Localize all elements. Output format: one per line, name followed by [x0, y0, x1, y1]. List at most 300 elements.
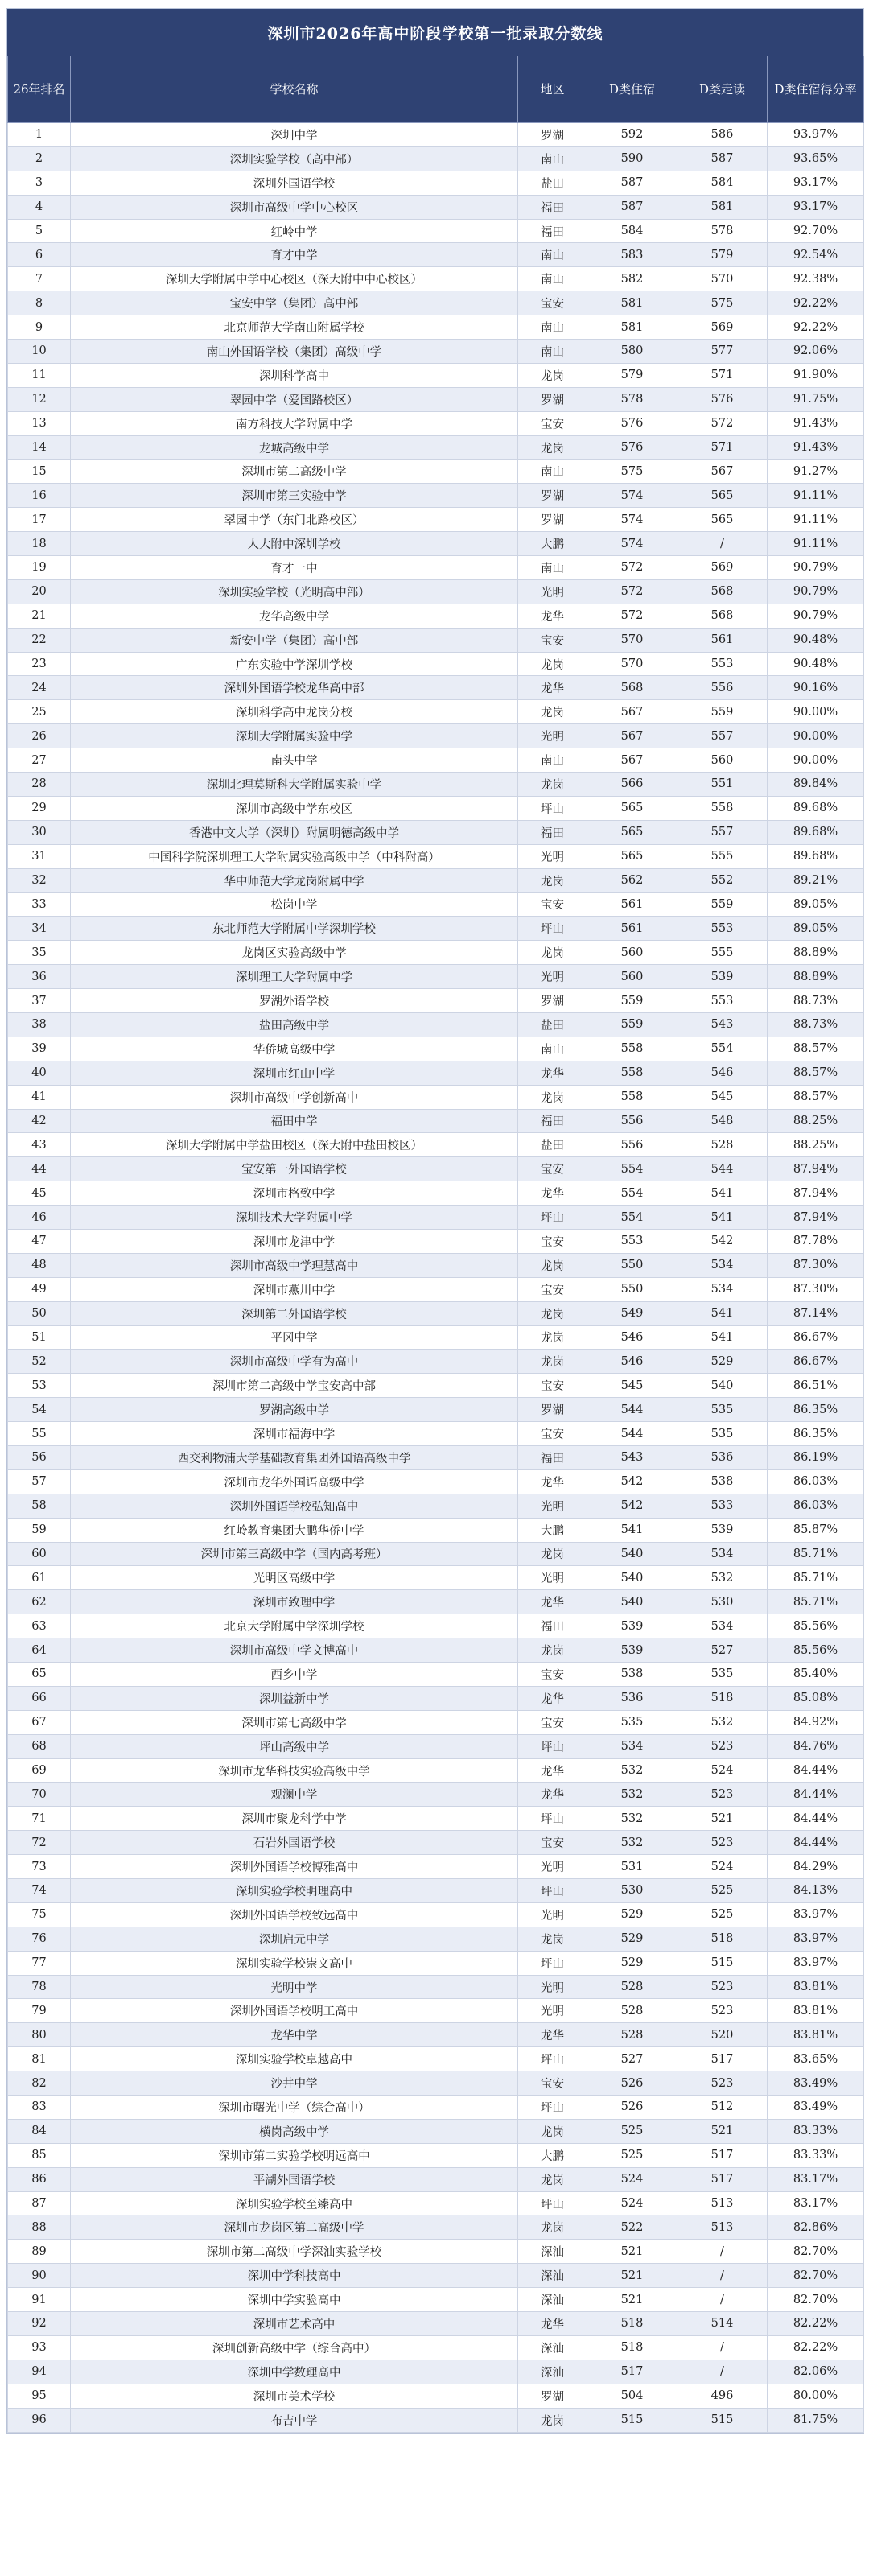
cell-rank: 52 [8, 1350, 71, 1374]
cell-d-day: 525 [677, 1902, 768, 1927]
cell-school-name: 深圳外国语学校博雅高中 [71, 1855, 518, 1879]
cell-district: 南山 [518, 748, 587, 773]
cell-district: 南山 [518, 460, 587, 484]
cell-d-rate: 89.84% [768, 773, 864, 797]
cell-rank: 21 [8, 604, 71, 628]
table-row [8, 1133, 864, 1157]
cell-district: 深汕 [518, 2240, 587, 2264]
cell-d-day: 535 [677, 1422, 768, 1446]
table-row [8, 628, 864, 652]
cell-school-name: 深圳外国语学校弘知高中 [71, 1494, 518, 1518]
cell-d-day: 557 [677, 724, 768, 748]
cell-school-name: 光明区高级中学 [71, 1566, 518, 1590]
cell-d-boarding: 568 [587, 676, 677, 700]
cell-d-day: 534 [677, 1253, 768, 1277]
table-row [8, 243, 864, 267]
table-row [8, 1350, 864, 1374]
cell-rank: 80 [8, 2023, 71, 2047]
cell-d-rate: 83.33% [768, 2143, 864, 2167]
cell-d-boarding: 534 [587, 1734, 677, 1758]
table-row [8, 1807, 864, 1831]
table-row [8, 2167, 864, 2191]
cell-district: 光明 [518, 965, 587, 989]
cell-d-boarding: 525 [587, 2143, 677, 2167]
cell-d-day: 534 [677, 1614, 768, 1638]
cell-school-name: 龙华中学 [71, 2023, 518, 2047]
cell-d-boarding: 528 [587, 1999, 677, 2023]
table-row [8, 2215, 864, 2240]
table-row [8, 1879, 864, 1903]
cell-school-name: 深圳市美术学校 [71, 2384, 518, 2408]
cell-district: 龙岗 [518, 1542, 587, 1566]
table-row [8, 1085, 864, 1109]
cell-d-rate: 80.00% [768, 2384, 864, 2408]
table-row [8, 291, 864, 315]
cell-school-name: 南方科技大学附属中学 [71, 411, 518, 435]
table-row [8, 2047, 864, 2071]
cell-district: 坪山 [518, 796, 587, 820]
table-row [8, 2023, 864, 2047]
cell-d-day: 514 [677, 2312, 768, 2336]
cell-d-day: 535 [677, 1663, 768, 1687]
cell-d-day: 534 [677, 1542, 768, 1566]
cell-d-boarding: 580 [587, 340, 677, 364]
cell-school-name: 深圳外国语学校明工高中 [71, 1999, 518, 2023]
cell-d-rate: 82.22% [768, 2312, 864, 2336]
cell-d-rate: 88.57% [768, 1037, 864, 1061]
cell-school-name: 深圳市致理中学 [71, 1590, 518, 1614]
table-row [8, 941, 864, 965]
cell-d-day: 523 [677, 2071, 768, 2096]
cell-school-name: 深圳市第三高级中学（国内高考班） [71, 1542, 518, 1566]
cell-d-day: 575 [677, 291, 768, 315]
cell-school-name: 深圳市高级中学东校区 [71, 796, 518, 820]
cell-d-day: 527 [677, 1638, 768, 1663]
cell-school-name: 平冈中学 [71, 1325, 518, 1350]
cell-d-boarding: 574 [587, 508, 677, 532]
cell-d-rate: 89.21% [768, 868, 864, 892]
cell-d-rate: 83.81% [768, 2023, 864, 2047]
cell-d-rate: 85.56% [768, 1614, 864, 1638]
cell-d-boarding: 587 [587, 171, 677, 195]
cell-d-rate: 87.94% [768, 1206, 864, 1230]
cell-d-day: 518 [677, 1686, 768, 1710]
cell-d-boarding: 526 [587, 2096, 677, 2120]
cell-school-name: 人大附中深圳学校 [71, 532, 518, 556]
cell-d-boarding: 572 [587, 579, 677, 604]
cell-school-name: 红岭教育集团大鹏华侨中学 [71, 1518, 518, 1542]
cell-rank: 34 [8, 917, 71, 941]
table-row [8, 411, 864, 435]
cell-d-boarding: 562 [587, 868, 677, 892]
cell-d-boarding: 560 [587, 941, 677, 965]
cell-d-rate: 92.54% [768, 243, 864, 267]
cell-d-boarding: 532 [587, 1831, 677, 1855]
cell-d-day: 518 [677, 1927, 768, 1951]
cell-d-day: 536 [677, 1445, 768, 1469]
cell-d-boarding: 565 [587, 796, 677, 820]
cell-rank: 12 [8, 387, 71, 411]
table-row [8, 820, 864, 844]
cell-rank: 64 [8, 1638, 71, 1663]
cell-d-day: 560 [677, 748, 768, 773]
cell-d-day: / [677, 2264, 768, 2288]
cell-d-rate: 82.70% [768, 2264, 864, 2288]
cell-d-boarding: 553 [587, 1229, 677, 1253]
cell-d-day: 496 [677, 2384, 768, 2408]
cell-school-name: 香港中文大学（深圳）附属明德高级中学 [71, 820, 518, 844]
cell-district: 深汕 [518, 2264, 587, 2288]
cell-d-boarding: 521 [587, 2288, 677, 2312]
cell-rank: 36 [8, 965, 71, 989]
table-row [8, 2119, 864, 2143]
table-row [8, 796, 864, 820]
cell-rank: 33 [8, 892, 71, 917]
cell-district: 罗湖 [518, 508, 587, 532]
cell-d-rate: 88.89% [768, 941, 864, 965]
cell-district: 坪山 [518, 1951, 587, 1975]
cell-school-name: 深圳外国语学校致远高中 [71, 1902, 518, 1927]
cell-district: 福田 [518, 1445, 587, 1469]
cell-d-day: 541 [677, 1181, 768, 1206]
cell-district: 南山 [518, 243, 587, 267]
cell-d-day: 520 [677, 2023, 768, 2047]
cell-district: 深汕 [518, 2335, 587, 2360]
cell-rank: 49 [8, 1277, 71, 1301]
cell-district: 龙岗 [518, 1085, 587, 1109]
cell-school-name: 中国科学院深圳理工大学附属实验高级中学（中科附高） [71, 844, 518, 868]
cell-d-day: 539 [677, 965, 768, 989]
cell-rank: 63 [8, 1614, 71, 1638]
cell-d-rate: 91.27% [768, 460, 864, 484]
cell-d-day: 586 [677, 123, 768, 147]
cell-d-day: 576 [677, 387, 768, 411]
cell-d-boarding: 521 [587, 2240, 677, 2264]
table-row [8, 267, 864, 291]
cell-d-day: 541 [677, 1206, 768, 1230]
cell-d-boarding: 542 [587, 1469, 677, 1494]
cell-district: 龙岗 [518, 1253, 587, 1277]
cell-d-boarding: 582 [587, 267, 677, 291]
cell-d-day: 523 [677, 1975, 768, 1999]
cell-d-rate: 84.92% [768, 1710, 864, 1734]
cell-school-name: 平湖外国语学校 [71, 2167, 518, 2191]
cell-school-name: 西交利物浦大学基础教育集团外国语高级中学 [71, 1445, 518, 1469]
cell-rank: 91 [8, 2288, 71, 2312]
cell-school-name: 华中师范大学龙岗附属中学 [71, 868, 518, 892]
table-row [8, 1590, 864, 1614]
header-d-rate: D类住宿得分率 [768, 56, 864, 123]
cell-d-boarding: 576 [587, 411, 677, 435]
table-row [8, 1734, 864, 1758]
cell-rank: 54 [8, 1398, 71, 1422]
cell-d-day: 553 [677, 917, 768, 941]
cell-d-rate: 86.35% [768, 1422, 864, 1446]
cell-school-name: 深圳实验学校（高中部） [71, 146, 518, 171]
cell-d-day: 542 [677, 1229, 768, 1253]
cell-d-boarding: 576 [587, 435, 677, 460]
cell-d-rate: 91.75% [768, 387, 864, 411]
cell-d-rate: 90.48% [768, 652, 864, 676]
cell-district: 龙岗 [518, 1325, 587, 1350]
cell-district: 龙岗 [518, 773, 587, 797]
cell-school-name: 深圳北理莫斯科大学附属实验中学 [71, 773, 518, 797]
cell-d-day: 523 [677, 1783, 768, 1807]
cell-d-day: 524 [677, 1855, 768, 1879]
cell-district: 南山 [518, 267, 587, 291]
cell-d-day: 525 [677, 1879, 768, 1903]
cell-school-name: 深圳市福海中学 [71, 1422, 518, 1446]
cell-district: 南山 [518, 556, 587, 580]
cell-district: 罗湖 [518, 387, 587, 411]
cell-school-name: 深圳益新中学 [71, 1686, 518, 1710]
cell-d-rate: 84.44% [768, 1758, 864, 1783]
cell-d-rate: 89.68% [768, 820, 864, 844]
cell-d-day: 513 [677, 2191, 768, 2215]
cell-d-boarding: 574 [587, 532, 677, 556]
table-row [8, 1253, 864, 1277]
cell-district: 龙华 [518, 1061, 587, 1085]
cell-school-name: 东北师范大学附属中学深圳学校 [71, 917, 518, 941]
cell-d-day: / [677, 532, 768, 556]
cell-d-boarding: 560 [587, 965, 677, 989]
cell-d-boarding: 517 [587, 2360, 677, 2384]
table-row [8, 1445, 864, 1469]
cell-d-rate: 90.79% [768, 579, 864, 604]
cell-district: 光明 [518, 579, 587, 604]
table-row [8, 1301, 864, 1325]
table-row [8, 1012, 864, 1037]
cell-district: 福田 [518, 820, 587, 844]
table-row [8, 1614, 864, 1638]
table-row [8, 2240, 864, 2264]
cell-rank: 45 [8, 1181, 71, 1206]
cell-district: 龙华 [518, 1783, 587, 1807]
cell-district: 罗湖 [518, 989, 587, 1013]
cell-school-name: 横岗高级中学 [71, 2119, 518, 2143]
cell-district: 龙岗 [518, 2408, 587, 2432]
table-row [8, 2143, 864, 2167]
cell-d-rate: 90.79% [768, 556, 864, 580]
cell-d-rate: 91.11% [768, 532, 864, 556]
cell-school-name: 翠园中学（爱国路校区） [71, 387, 518, 411]
cell-district: 盐田 [518, 1012, 587, 1037]
cell-d-boarding: 540 [587, 1542, 677, 1566]
cell-d-boarding: 567 [587, 724, 677, 748]
table-row [8, 363, 864, 387]
cell-d-boarding: 532 [587, 1807, 677, 1831]
cell-rank: 17 [8, 508, 71, 532]
cell-school-name: 深圳市第二高级中学深汕实验学校 [71, 2240, 518, 2264]
cell-rank: 85 [8, 2143, 71, 2167]
table-row [8, 532, 864, 556]
cell-d-rate: 84.76% [768, 1734, 864, 1758]
cell-d-rate: 89.68% [768, 796, 864, 820]
cell-d-day: 517 [677, 2143, 768, 2167]
cell-school-name: 深圳市高级中学创新高中 [71, 1085, 518, 1109]
cell-d-boarding: 539 [587, 1638, 677, 1663]
table-title: 深圳市2026年高中阶段学校第一批录取分数线 [7, 9, 863, 56]
cell-school-name: 深圳启元中学 [71, 1927, 518, 1951]
cell-d-boarding: 528 [587, 2023, 677, 2047]
cell-rank: 81 [8, 2047, 71, 2071]
cell-school-name: 深圳实验学校崇文高中 [71, 1951, 518, 1975]
cell-rank: 28 [8, 773, 71, 797]
cell-d-rate: 83.81% [768, 1999, 864, 2023]
table-header-row [8, 56, 864, 123]
cell-d-boarding: 530 [587, 1879, 677, 1903]
cell-rank: 42 [8, 1109, 71, 1133]
cell-school-name: 龙岗区实验高级中学 [71, 941, 518, 965]
cell-rank: 55 [8, 1422, 71, 1446]
cell-district: 盐田 [518, 171, 587, 195]
cell-d-rate: 84.29% [768, 1855, 864, 1879]
cell-school-name: 红岭中学 [71, 219, 518, 243]
cell-school-name: 深圳实验学校明理高中 [71, 1879, 518, 1903]
cell-rank: 39 [8, 1037, 71, 1061]
cell-rank: 62 [8, 1590, 71, 1614]
cell-rank: 76 [8, 1927, 71, 1951]
cell-d-boarding: 529 [587, 1927, 677, 1951]
cell-d-rate: 81.75% [768, 2408, 864, 2432]
table-row [8, 2096, 864, 2120]
cell-d-rate: 88.73% [768, 989, 864, 1013]
cell-school-name: 深圳市龙华科技实验高级中学 [71, 1758, 518, 1783]
cell-rank: 3 [8, 171, 71, 195]
table-row [8, 773, 864, 797]
cell-d-day: 541 [677, 1325, 768, 1350]
cell-d-rate: 86.35% [768, 1398, 864, 1422]
cell-school-name: 罗湖外语学校 [71, 989, 518, 1013]
table-row [8, 1758, 864, 1783]
cell-school-name: 深圳外国语学校 [71, 171, 518, 195]
cell-rank: 41 [8, 1085, 71, 1109]
cell-d-day: 570 [677, 267, 768, 291]
cell-d-day: 584 [677, 171, 768, 195]
cell-district: 龙岗 [518, 1301, 587, 1325]
table-row [8, 460, 864, 484]
table-row [8, 1181, 864, 1206]
cell-d-day: 578 [677, 219, 768, 243]
cell-d-rate: 87.94% [768, 1157, 864, 1181]
cell-d-rate: 88.57% [768, 1085, 864, 1109]
cell-d-rate: 85.08% [768, 1686, 864, 1710]
cell-d-day: 569 [677, 556, 768, 580]
cell-school-name: 深圳实验学校（光明高中部） [71, 579, 518, 604]
cell-district: 光明 [518, 1566, 587, 1590]
table-row [8, 868, 864, 892]
cell-d-rate: 84.13% [768, 1879, 864, 1903]
cell-rank: 27 [8, 748, 71, 773]
cell-d-boarding: 584 [587, 219, 677, 243]
cell-d-boarding: 583 [587, 243, 677, 267]
cell-d-boarding: 575 [587, 460, 677, 484]
cell-rank: 88 [8, 2215, 71, 2240]
cell-rank: 5 [8, 219, 71, 243]
cell-rank: 1 [8, 123, 71, 147]
table-row [8, 579, 864, 604]
cell-d-rate: 87.14% [768, 1301, 864, 1325]
cell-school-name: 深圳市聚龙科学中学 [71, 1807, 518, 1831]
cell-d-boarding: 554 [587, 1157, 677, 1181]
cell-d-rate: 83.65% [768, 2047, 864, 2071]
table-row [8, 315, 864, 340]
table-row [8, 700, 864, 724]
cell-rank: 32 [8, 868, 71, 892]
cell-rank: 9 [8, 315, 71, 340]
cell-rank: 74 [8, 1879, 71, 1903]
cell-school-name: 石岩外国语学校 [71, 1831, 518, 1855]
table-row [8, 1229, 864, 1253]
header-d-boarding: D类住宿 [587, 56, 677, 123]
cell-d-rate: 84.44% [768, 1831, 864, 1855]
cell-rank: 70 [8, 1783, 71, 1807]
cell-d-rate: 86.03% [768, 1494, 864, 1518]
cell-school-name: 深圳市第三实验中学 [71, 484, 518, 508]
table-row [8, 1999, 864, 2023]
cell-d-day: 559 [677, 700, 768, 724]
table-row [8, 1951, 864, 1975]
cell-d-day: 587 [677, 146, 768, 171]
cell-rank: 66 [8, 1686, 71, 1710]
cell-d-day: 540 [677, 1374, 768, 1398]
cell-school-name: 盐田高级中学 [71, 1012, 518, 1037]
cell-district: 光明 [518, 1494, 587, 1518]
cell-rank: 14 [8, 435, 71, 460]
table-row [8, 676, 864, 700]
cell-rank: 82 [8, 2071, 71, 2096]
cell-d-day: 538 [677, 1469, 768, 1494]
cell-school-name: 南头中学 [71, 748, 518, 773]
cell-d-day: 571 [677, 435, 768, 460]
cell-school-name: 深圳实验学校至臻高中 [71, 2191, 518, 2215]
table-row [8, 989, 864, 1013]
cell-d-day: 523 [677, 1734, 768, 1758]
cell-d-boarding: 529 [587, 1902, 677, 1927]
cell-d-day: 515 [677, 2408, 768, 2432]
cell-district: 福田 [518, 195, 587, 219]
cell-d-day: 534 [677, 1277, 768, 1301]
cell-district: 南山 [518, 146, 587, 171]
table-row [8, 1663, 864, 1687]
table-row [8, 1831, 864, 1855]
cell-rank: 44 [8, 1157, 71, 1181]
cell-d-boarding: 544 [587, 1398, 677, 1422]
table-body [8, 123, 864, 2433]
cell-district: 坪山 [518, 2047, 587, 2071]
cell-rank: 92 [8, 2312, 71, 2336]
cell-rank: 47 [8, 1229, 71, 1253]
cell-d-rate: 85.87% [768, 1518, 864, 1542]
cell-d-boarding: 561 [587, 892, 677, 917]
cell-d-rate: 82.06% [768, 2360, 864, 2384]
cell-rank: 89 [8, 2240, 71, 2264]
cell-rank: 35 [8, 941, 71, 965]
cell-d-boarding: 558 [587, 1061, 677, 1085]
cell-school-name: 深圳市高级中学有为高中 [71, 1350, 518, 1374]
cell-d-rate: 90.79% [768, 604, 864, 628]
cell-d-day: 561 [677, 628, 768, 652]
cell-d-day: 557 [677, 820, 768, 844]
cell-school-name: 龙华高级中学 [71, 604, 518, 628]
cell-d-day: 523 [677, 1999, 768, 2023]
cell-d-day: 572 [677, 411, 768, 435]
table-row [8, 2071, 864, 2096]
table-row [8, 1975, 864, 1999]
cell-d-boarding: 559 [587, 989, 677, 1013]
cell-d-rate: 92.22% [768, 291, 864, 315]
cell-district: 盐田 [518, 1133, 587, 1157]
